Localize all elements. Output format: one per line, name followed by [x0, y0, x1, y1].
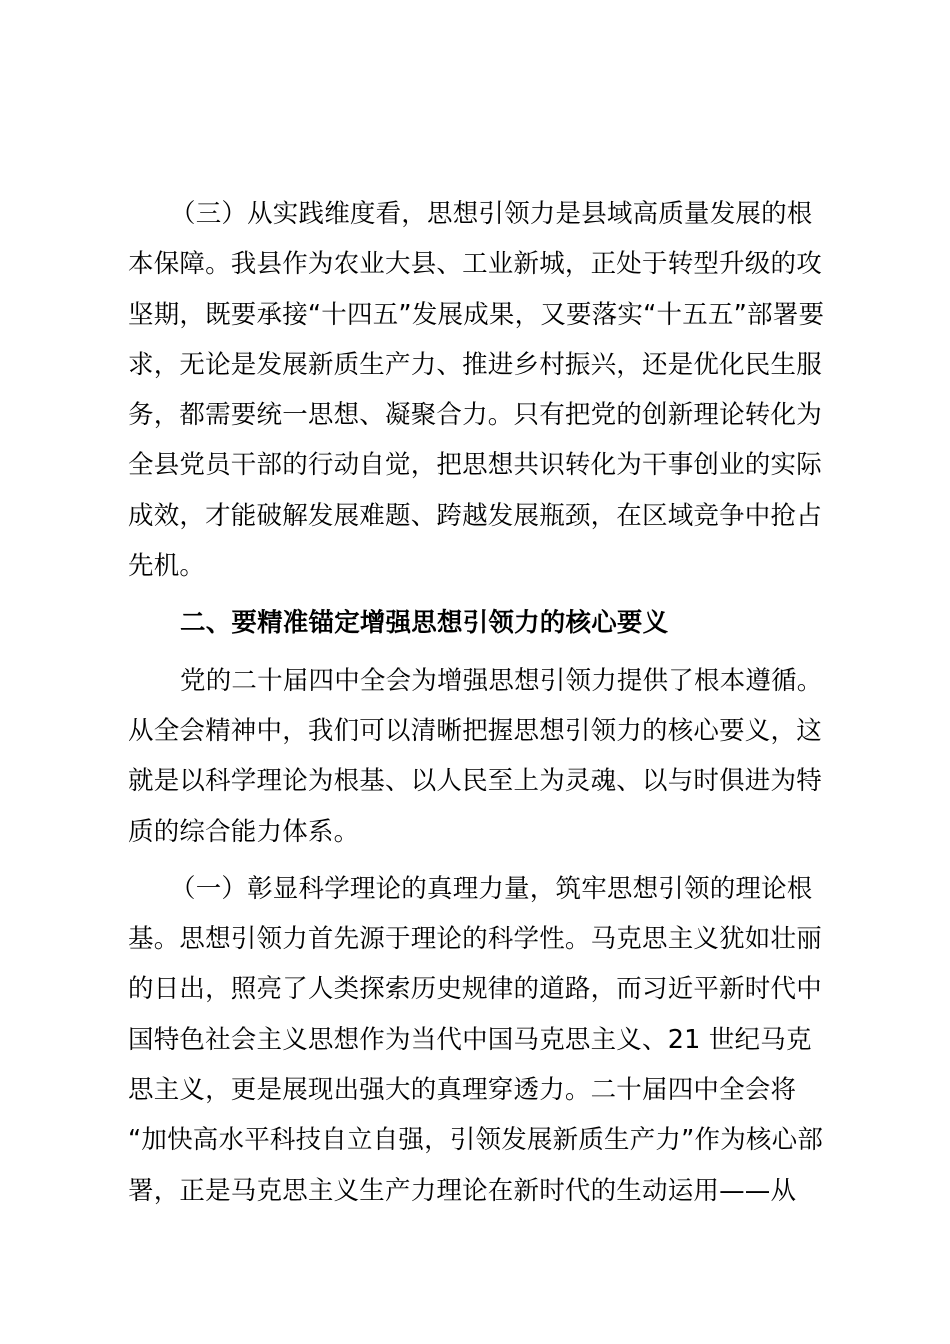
text-line: 全县党员干部的行动自觉，把思想共识转化为干事创业的实际 [128, 450, 822, 481]
text-line: “加快高水平科技自立自强，引领发展新质生产力”作为核心部 [128, 1125, 824, 1156]
text-line: 质的综合能力体系。 [128, 816, 360, 847]
text-line: 思主义，更是展现出强大的真理穿透力。二十届四中全会将 [128, 1075, 797, 1106]
paragraph-section-1 [128, 864, 824, 1216]
text-line: 党的二十届四中全会为增强思想引领力提供了根本遵循。 [180, 665, 823, 696]
paragraph-gap [128, 649, 820, 656]
text-line: 本保障。我县作为农业大县、工业新城，正处于转型升级的攻 [128, 249, 822, 280]
text-line: 国特色社会主义思想作为当代中国马克思主义、21 世纪马克 [128, 1024, 812, 1055]
text-line: 就是以科学理论为根基、以人民至上为灵魂、以与时俱进为特 [128, 766, 822, 797]
text-line: 求，无论是发展新质生产力、推进乡村振兴，还是优化民生服 [128, 349, 822, 380]
paragraph-gap [128, 591, 820, 598]
text-line: （一）彰显科学理论的真理力量，筑牢思想引领的理论根 [170, 873, 813, 904]
text-line: 成效，才能破解发展难题、跨越发展瓶颈，在区域竞争中抢占 [128, 500, 822, 531]
text-line: 署，正是马克思主义生产力理论在新时代的生动运用——从 [128, 1175, 797, 1206]
text-line: 务，都需要统一思想、凝聚合力。只有把党的创新理论转化为 [128, 400, 822, 431]
text-line: 从全会精神中，我们可以清晰把握思想引领力的核心要义，这 [128, 715, 822, 746]
paragraph-section-3 [128, 189, 825, 591]
text-line: 的日出，照亮了人类探索历史规律的道路，而习近平新时代中 [128, 974, 822, 1005]
document-page [128, 189, 825, 1216]
paragraph-gap [128, 857, 820, 864]
text-line: 先机。 [128, 551, 206, 582]
text-line: 坚期，既要承接“十四五”发展成果，又要落实“十五五”部署要 [128, 299, 825, 330]
section-heading: 二、要精准锚定增强思想引领力的核心要义 [180, 608, 669, 639]
paragraph-intro [128, 656, 823, 857]
text-line: （三）从实践维度看，思想引领力是县域高质量发展的根 [170, 199, 813, 229]
text-line: 基。思想引领力首先源于理论的科学性。马克思主义犹如壮丽 [128, 924, 822, 955]
